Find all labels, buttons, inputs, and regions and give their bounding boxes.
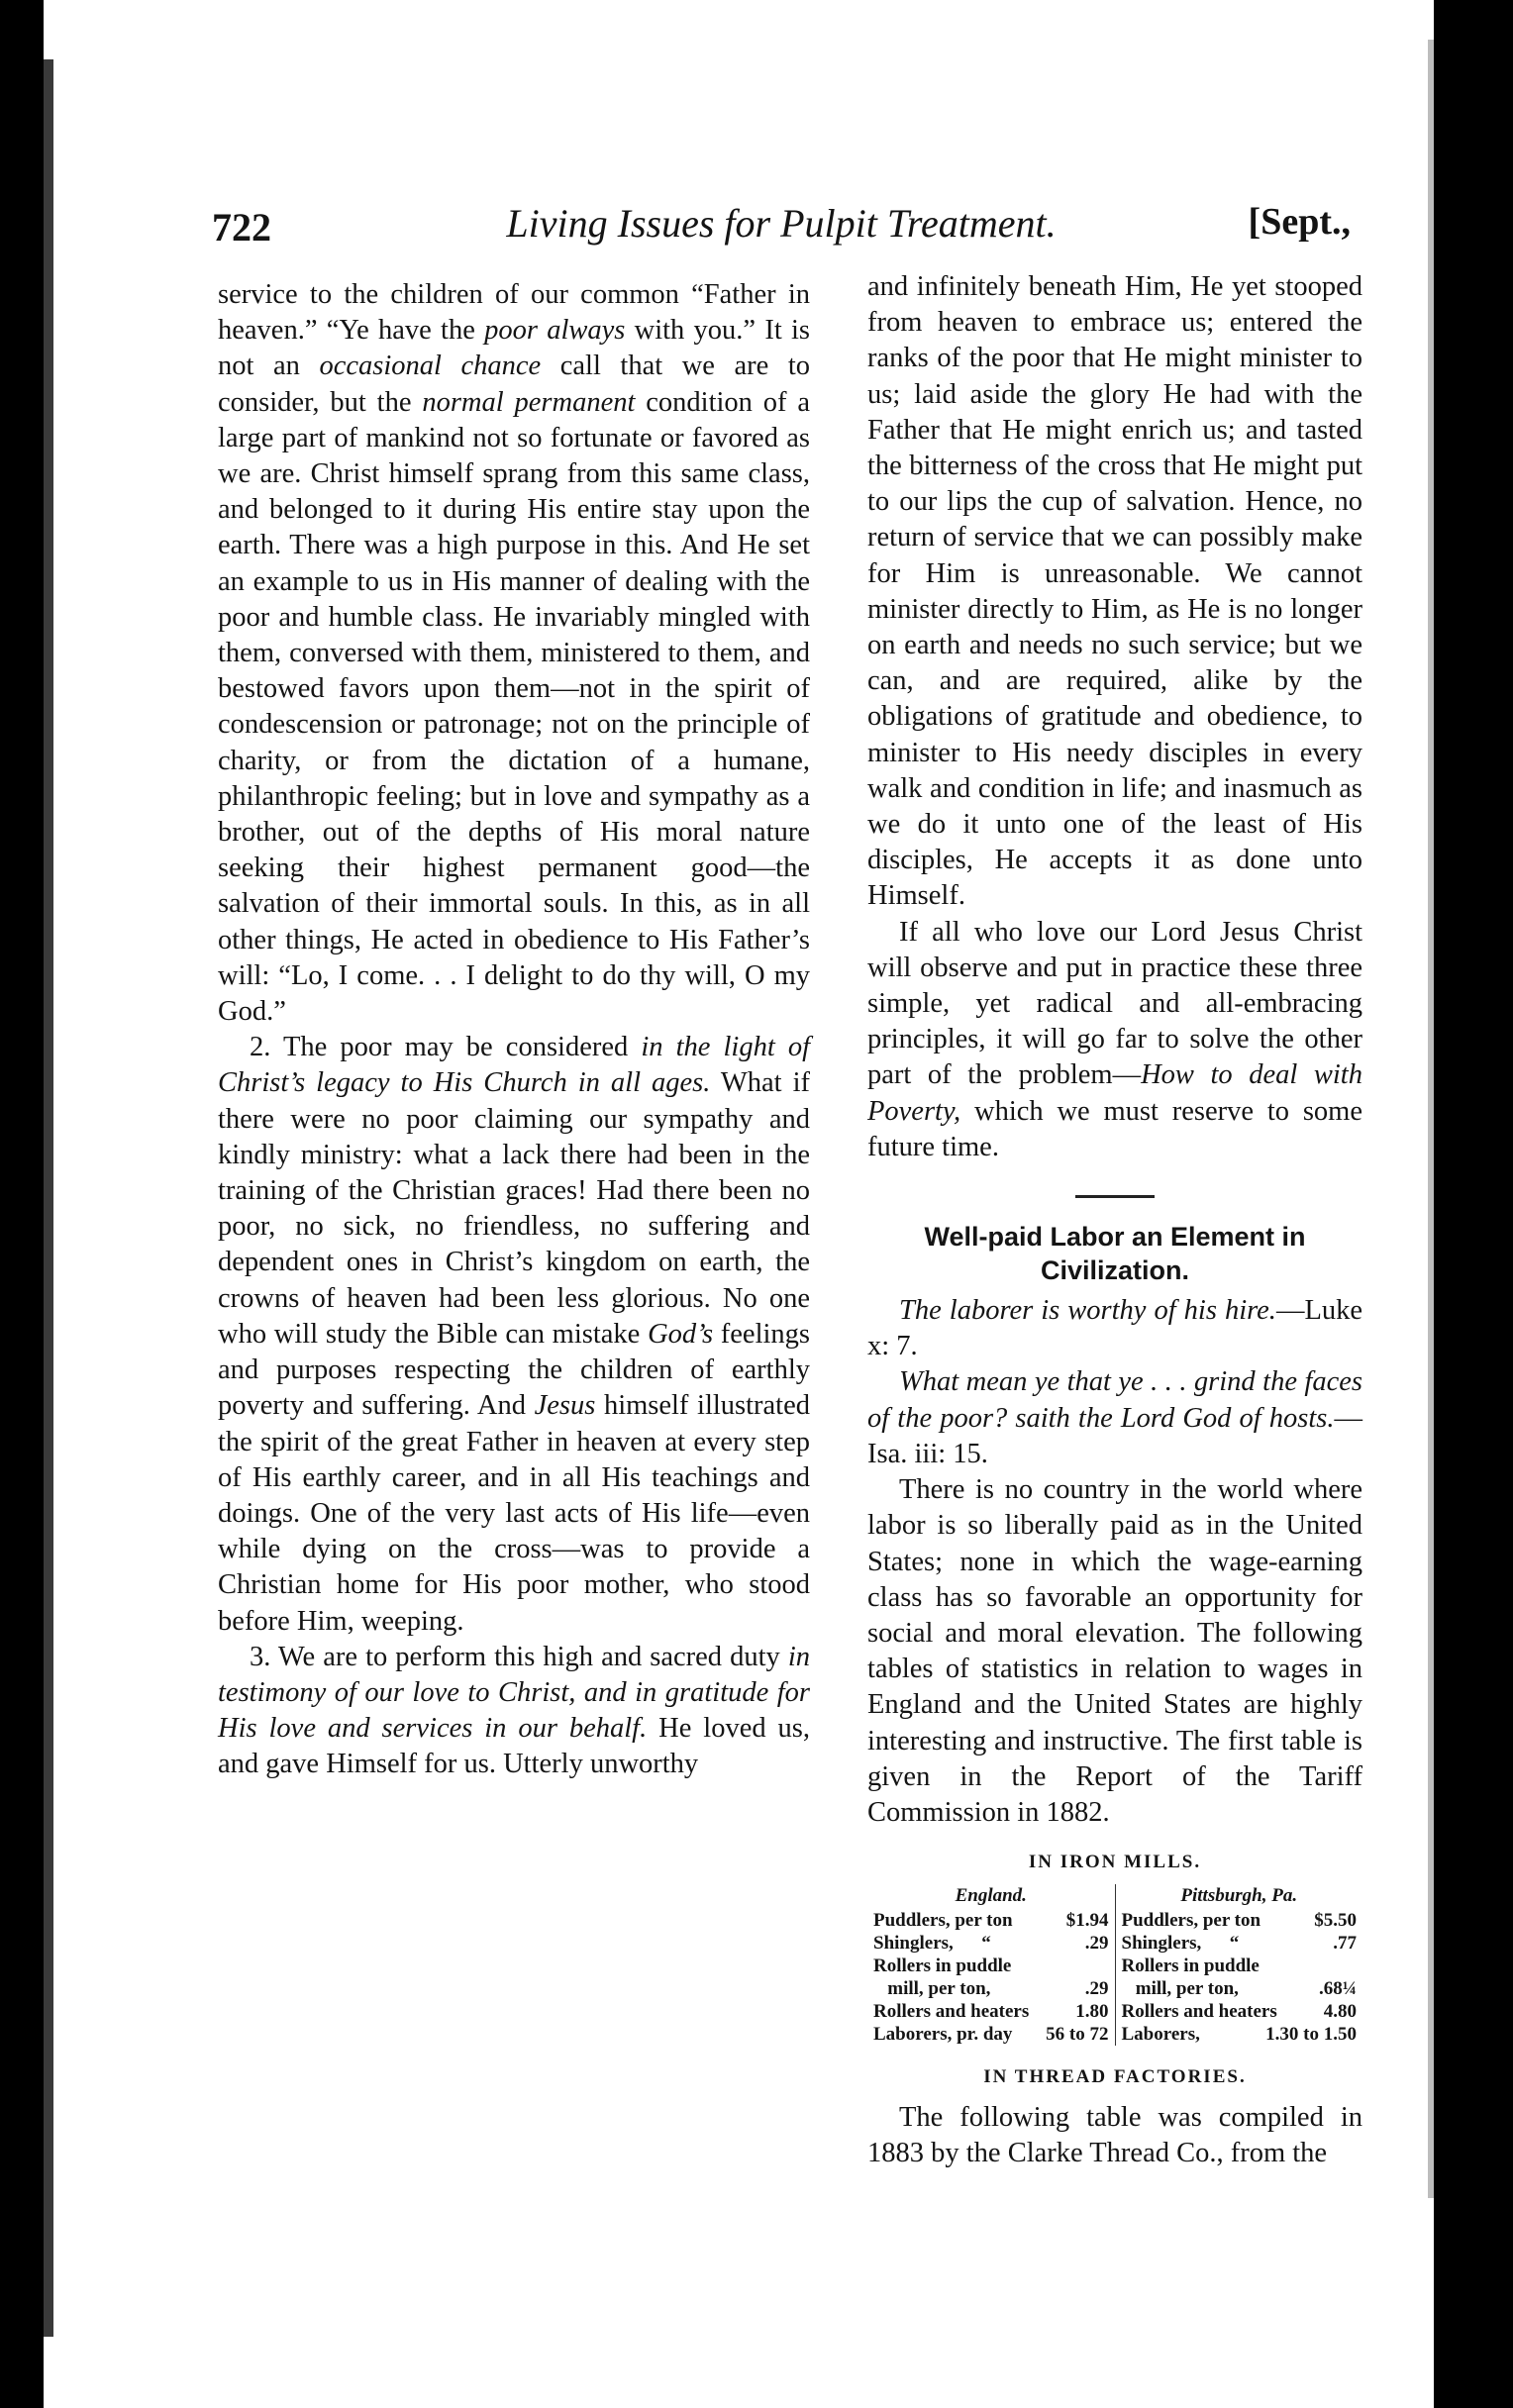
text-run: What if there were no poor claiming our sympathy and kindly ministry: what a lack there had been in the training of the Christian graces! Had there been no poor, no sick, no friendless, no suffering and dependent ones in Christ’s kingdom on earth, the crowns of heaven had been less glorious. No one who will study the Bible can mistake xyxy=(218,1067,810,1350)
epigraph xyxy=(867,1364,1362,1472)
wages-row xyxy=(873,1955,1109,1977)
epigraph-reference: —Luke x: 7. xyxy=(867,1295,1362,1362)
epigraph-text: The laborer is worthy of his hire. xyxy=(899,1295,1276,1327)
text-run: If all who love our Lord Jesus Christ will observe and put in practice these three simple, yet radical and all-embracing principles, it will go far to solve the other part of the problem— xyxy=(867,916,1362,1091)
wages-rows xyxy=(1122,1909,1358,2046)
wages-value: 56 to 72 xyxy=(1046,2024,1109,2046)
wages-value: .77 xyxy=(1333,1933,1357,1955)
table-caption: IN THREAD FACTORIES. xyxy=(983,2066,1247,2088)
wages-row xyxy=(1122,1977,1358,2000)
italic-run: in the light of Christ’s legacy to His Church in all ages. xyxy=(218,1032,810,1099)
epigraph xyxy=(867,1293,1362,1364)
paragraph xyxy=(867,269,1362,915)
wages-column-header: England. xyxy=(955,1885,1027,1907)
wages-label: Laborers, pr. day xyxy=(873,2024,1013,2046)
epigraph-text: What mean ye that ye . . . grind the faces of the poor? saith the Lord God of hosts. xyxy=(867,1366,1362,1434)
paragraph xyxy=(218,277,810,1030)
wages-row xyxy=(1122,1909,1358,1932)
wages-label: Rollers in puddle xyxy=(873,1956,1012,1977)
text-run: He loved us, and gave Himself for us. Utterly unworthy xyxy=(218,1713,810,1780)
paragraph xyxy=(867,1472,1362,1831)
italic-run: poor always xyxy=(484,315,626,347)
paragraph: The following table was compiled in 1883 by the Clarke Thread Co., from the xyxy=(867,2101,1362,2168)
text-run: service to the children of our common “Father in heaven.” “Ye have the xyxy=(218,279,810,347)
section-divider xyxy=(1075,1195,1155,1198)
table-caption: IN IRON MILLS. xyxy=(1028,1852,1202,1873)
wages-value: .29 xyxy=(1084,1978,1109,2000)
right-column xyxy=(867,269,1362,2171)
italic-run: God’s xyxy=(648,1318,714,1350)
wages-label: Rollers in puddle xyxy=(1121,1956,1260,1977)
wages-label: Rollers and heaters xyxy=(873,2001,1030,2023)
wages-label: mill, per ton, xyxy=(1121,1978,1239,2000)
page-edge-shadow xyxy=(1428,40,1434,2198)
wages-row xyxy=(1122,1932,1358,1955)
wages-value: 1.30 to 1.50 xyxy=(1265,2024,1357,2046)
text-run: himself illustrated the spirit of the great Father in heaven at every step of His earthly career, and in all His teachings and doings. One of the very last acts of His life—even while dying on the cross—was to provide a Christian home for His poor mother, who stood before Him, weeping. xyxy=(218,1390,810,1637)
section-mark: [Sept., xyxy=(1248,201,1351,243)
wages-label: Shinglers, “ xyxy=(873,1933,991,1955)
wages-value: 1.80 xyxy=(1075,2001,1109,2023)
wages-value: $5.50 xyxy=(1314,1910,1357,1932)
page-header xyxy=(212,198,1351,257)
paragraph xyxy=(867,915,1362,1165)
wages-row xyxy=(873,1977,1109,2000)
italic-run: in testimony of our love to Christ, and in gratitude for His love and services in our behalf. xyxy=(218,1641,810,1745)
paragraph xyxy=(218,1030,810,1639)
wages-label: Shinglers, “ xyxy=(1121,1933,1240,1955)
page-number: 722 xyxy=(212,205,271,250)
italic-run: How to deal with Poverty, xyxy=(867,1059,1362,1127)
scan-border-right xyxy=(1434,0,1513,2408)
article-heading: Well-paid Labor an Element in Civilization. xyxy=(924,1222,1306,1286)
wages-row xyxy=(1122,2000,1358,2023)
wages-row xyxy=(873,2023,1109,2046)
wages-label: mill, per ton, xyxy=(873,1978,991,2000)
text-run: which we must reserve to some future time. xyxy=(867,1095,1362,1162)
italic-run: Jesus xyxy=(534,1390,596,1422)
italic-run: occasional chance xyxy=(319,351,542,382)
text-run: and infinitely beneath Him, He yet stooped from heaven to embrace us; entered the ranks of the poor that He might minister to us; laid aside the glory He had with the Father that He might enrich us; and tasted the bitterness of the cross that He might put to our lips the cup of salvation. Hence, no return of service that we can possibly make for Him is unreasonable. We cannot minister directly to Him, as He is no longer on earth and needs no such service; but we can, and are required, alike by the obligations of gratitude and obedience, to minister to His needy disciples in every walk and condition in life; and inasmuch as we do it unto one of the least of His disciples, He accepts it as done unto Himself. xyxy=(867,271,1362,912)
wages-label: Puddlers, per ton xyxy=(873,1910,1013,1932)
wages-label: Laborers, xyxy=(1121,2024,1200,2046)
wages-value: .29 xyxy=(1084,1933,1109,1955)
wages-row xyxy=(873,1909,1109,1932)
epigraph-reference: —Isa. iii: 15. xyxy=(867,1402,1362,1469)
wages-label: Rollers and heaters xyxy=(1121,2001,1277,2023)
italic-run: normal permanent xyxy=(422,386,636,418)
book-page xyxy=(53,0,1428,2408)
wages-label: Puddlers, per ton xyxy=(1121,1910,1261,1932)
wages-value: $1.94 xyxy=(1065,1910,1109,1932)
left-column xyxy=(218,277,810,1783)
wages-row xyxy=(873,1932,1109,1955)
wages-column-pittsburgh xyxy=(1116,1884,1363,2046)
wages-value: 4.80 xyxy=(1323,2001,1357,2023)
wages-table xyxy=(867,1884,1362,2046)
text-run: feelings and purposes respecting the children of earthly poverty and suffering. And xyxy=(218,1318,811,1422)
text-run: condition of a large part of mankind not so fortunate or favored as we are. Christ himself sprang from this same class, and belonged to it during His entire stay upon the earth. There was a high purpose in this. And He set an example to us in His manner of dealing with the poor and humble class. He invariably mingled with them, conversed with them, ministered to them, and bestowed favors upon them—not in the spirit of condescension or patronage; not on the principle of charity, or from the dictation of a humane, philanthropic feeling; but in love and sympathy as a brother, out of the depths of His moral nature seeking their highest permanent good—the salvation of their immortal souls. In this, as in all other things, He acted in obedience to His Father’s will: “Lo, I come. . . I delight to do thy will, O my God.” xyxy=(218,386,811,1028)
scan-border-left xyxy=(0,0,44,2408)
text-run: 2. The poor may be considered xyxy=(250,1032,642,1063)
running-title: Living Issues for Pulpit Treatment. xyxy=(506,201,1057,246)
wages-value: .68¼ xyxy=(1319,1978,1357,2000)
wages-column-england xyxy=(867,1884,1116,2046)
wages-column-header: Pittsburgh, Pa. xyxy=(1180,1885,1298,1907)
wages-row xyxy=(873,2000,1109,2023)
text-run: There is no country in the world where labor is so liberally paid as in the United States; none in which the wage-earning class has so favorable an opportunity for social and moral elevation. The following tables of statistics in relation to wages in England and the United States are highly interesting and instructive. The first table is given in the Report of the Tariff Commission in 1882. xyxy=(867,1474,1362,1828)
book-spine-edge xyxy=(44,59,53,2337)
wages-row xyxy=(1122,1955,1358,1977)
paragraph xyxy=(218,1640,810,1783)
wages-row xyxy=(1122,2023,1358,2046)
text-run: with you.” It is not an xyxy=(218,315,810,382)
wages-rows xyxy=(873,1909,1109,2046)
text-run: 3. We are to perform this high and sacred duty xyxy=(250,1641,788,1672)
text-run: call that we are to consider, but the xyxy=(218,351,810,418)
